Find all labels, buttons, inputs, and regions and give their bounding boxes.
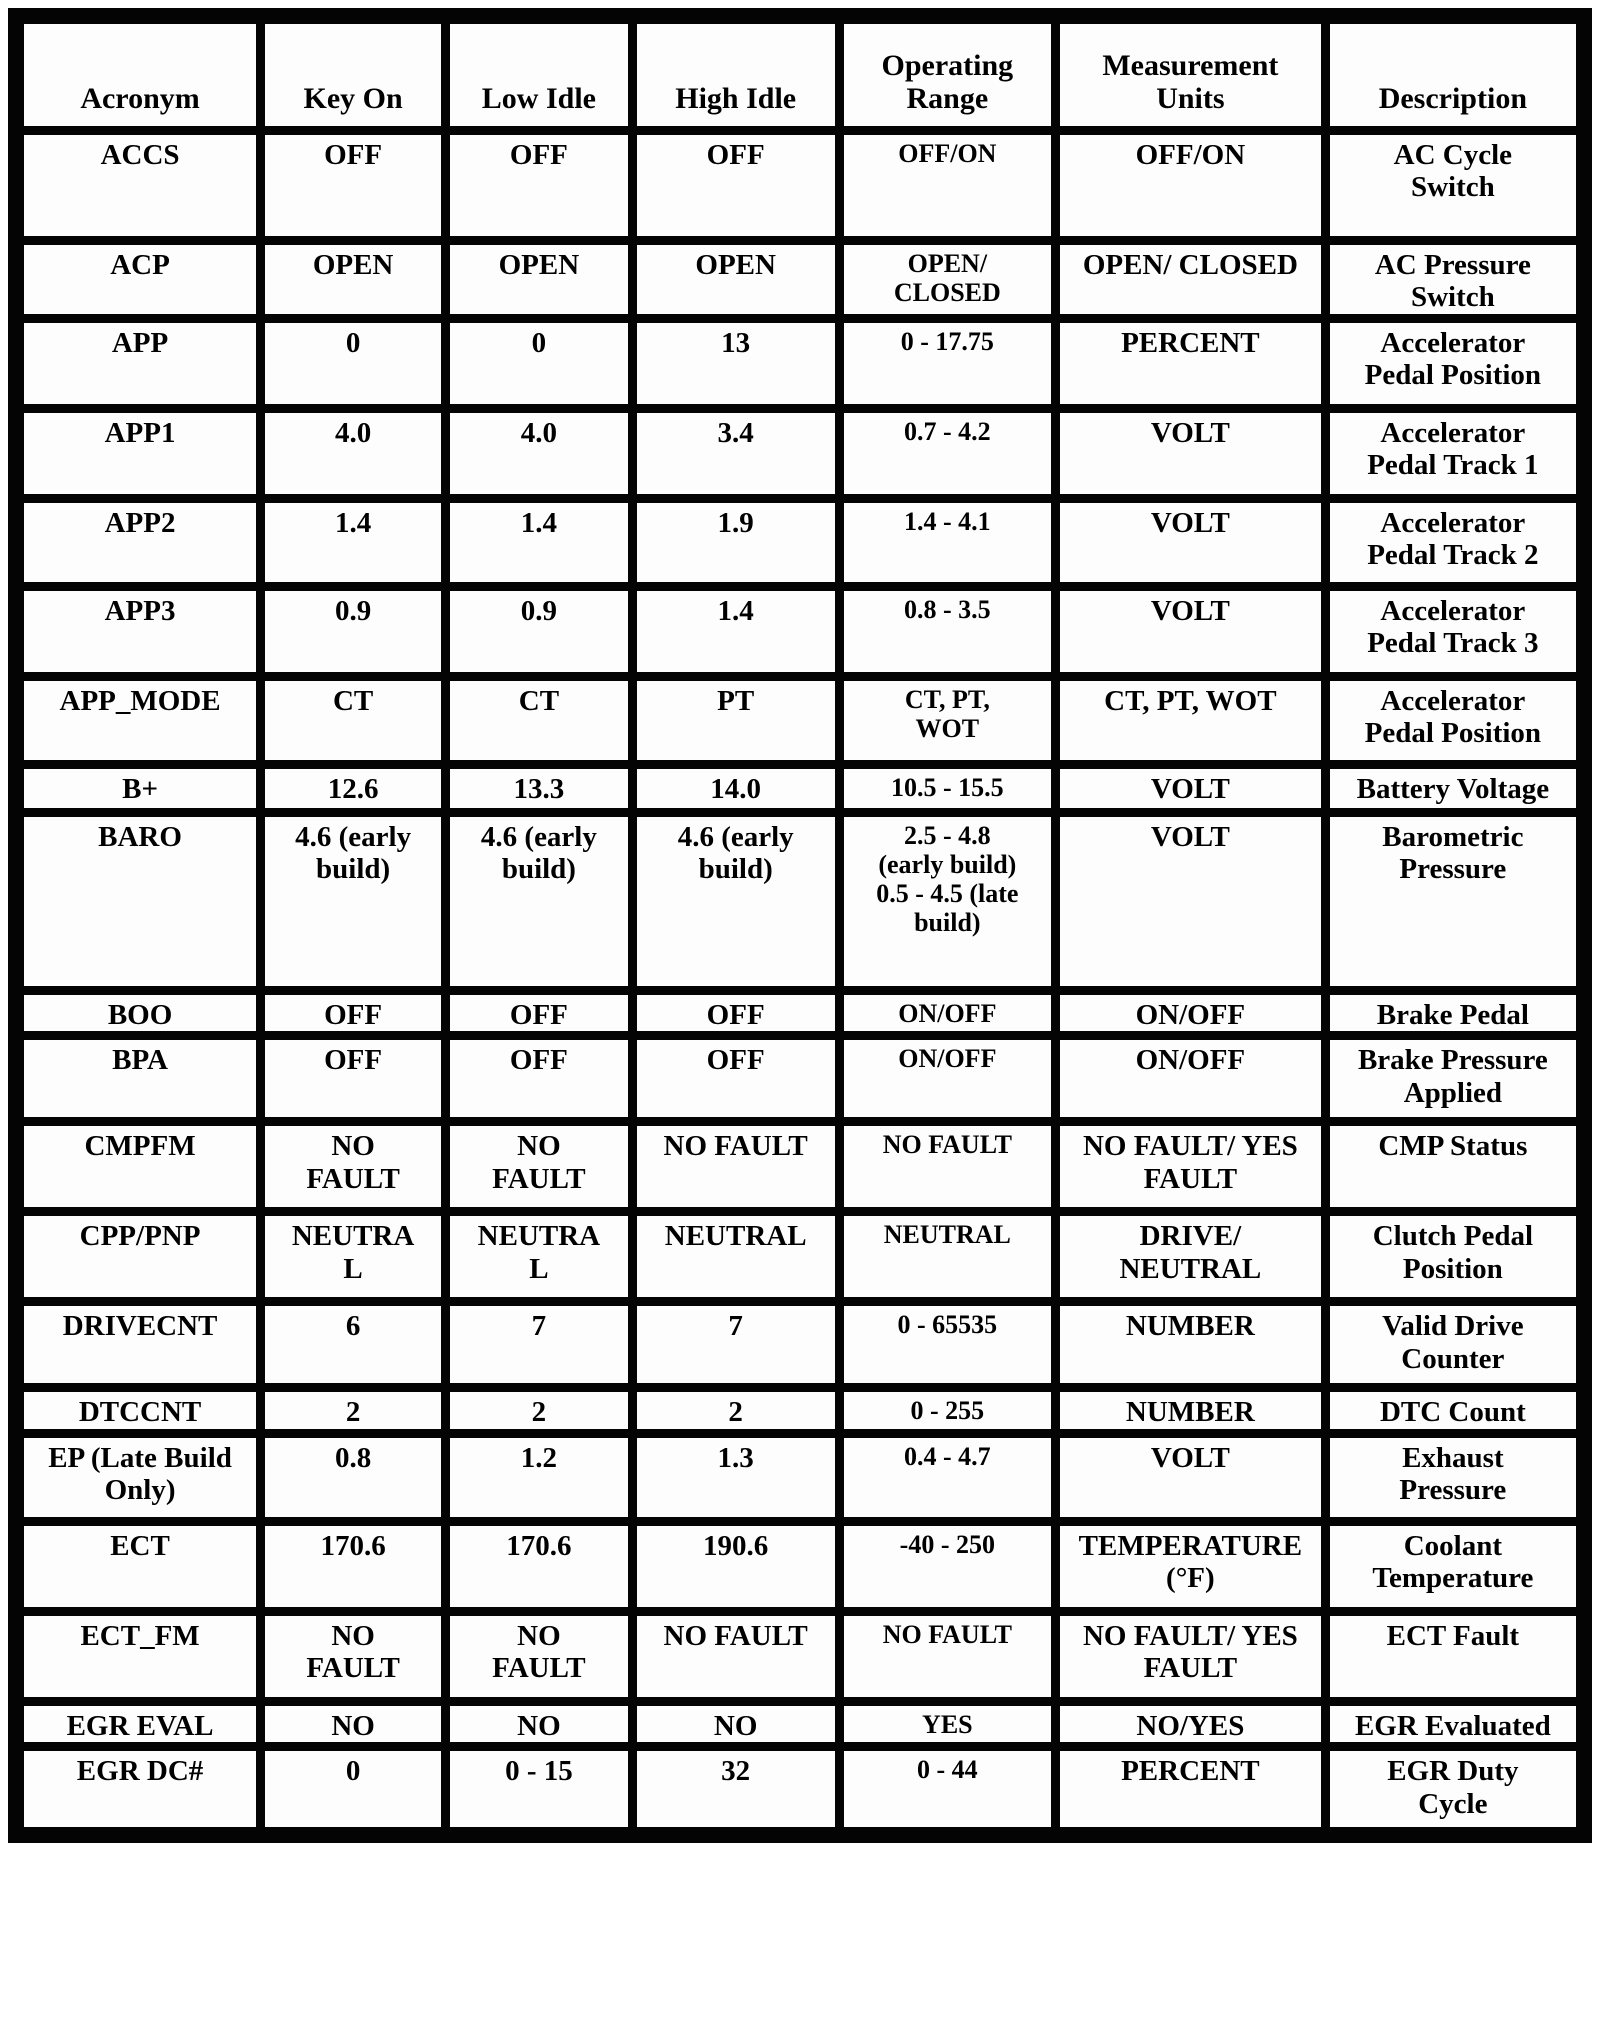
cell-measurement-units: ON/OFF (1056, 1036, 1326, 1122)
cell-acronym: APP3 (16, 587, 261, 677)
column-header-acronym: Acronym (16, 16, 261, 131)
cell-measurement-units: OPEN/ CLOSED (1056, 241, 1326, 319)
cell-low-idle: CT (446, 677, 633, 765)
table-row (16, 991, 1584, 1036)
cell-description: Brake Pressure Applied (1325, 1036, 1584, 1122)
cell-low-idle: NEUTRA L (446, 1212, 633, 1302)
cell-key-on: 6 (261, 1302, 446, 1388)
cell-high-idle: OFF (632, 131, 839, 241)
cell-low-idle: 4.6 (early build) (446, 813, 633, 991)
cell-acronym: DTCCNT (16, 1388, 261, 1433)
column-header-low-idle: Low Idle (446, 16, 633, 131)
cell-description: ECT Fault (1325, 1611, 1584, 1701)
cell-acronym: EP (Late Build Only) (16, 1433, 261, 1521)
cell-acronym: B+ (16, 765, 261, 813)
cell-operating-range: NO FAULT (839, 1611, 1055, 1701)
cell-low-idle: 2 (446, 1388, 633, 1433)
cell-acronym: APP (16, 319, 261, 409)
cell-measurement-units: VOLT (1056, 813, 1326, 991)
column-header-operating-range: Operating Range (839, 16, 1055, 131)
cell-acronym: ACCS (16, 131, 261, 241)
table-body (16, 131, 1584, 1835)
cell-acronym: ECT (16, 1521, 261, 1611)
cell-operating-range: ON/OFF (839, 991, 1055, 1036)
table-row (16, 241, 1584, 319)
table-row (16, 1036, 1584, 1122)
cell-operating-range: CT, PT, WOT (839, 677, 1055, 765)
cell-low-idle: OFF (446, 131, 633, 241)
cell-operating-range: NO FAULT (839, 1122, 1055, 1212)
cell-low-idle: 0 (446, 319, 633, 409)
cell-description: Clutch Pedal Position (1325, 1212, 1584, 1302)
table-row (16, 1521, 1584, 1611)
cell-low-idle: 0 - 15 (446, 1747, 633, 1835)
cell-key-on: 0.9 (261, 587, 446, 677)
header-row (16, 16, 1584, 131)
cell-key-on: 0 (261, 1747, 446, 1835)
cell-operating-range: 0 - 65535 (839, 1302, 1055, 1388)
cell-description: Accelerator Pedal Position (1325, 319, 1584, 409)
cell-key-on: NO FAULT (261, 1611, 446, 1701)
cell-key-on: NO (261, 1701, 446, 1746)
cell-measurement-units: OFF/ON (1056, 131, 1326, 241)
cell-low-idle: 1.4 (446, 499, 633, 587)
cell-high-idle: PT (632, 677, 839, 765)
table-row (16, 1747, 1584, 1835)
cell-acronym: CMPFM (16, 1122, 261, 1212)
cell-operating-range: OFF/ON (839, 131, 1055, 241)
cell-high-idle: 32 (632, 1747, 839, 1835)
cell-measurement-units: CT, PT, WOT (1056, 677, 1326, 765)
cell-high-idle: 2 (632, 1388, 839, 1433)
cell-high-idle: 4.6 (early build) (632, 813, 839, 991)
cell-high-idle: NO (632, 1701, 839, 1746)
cell-description: Accelerator Pedal Track 2 (1325, 499, 1584, 587)
cell-low-idle: NO FAULT (446, 1611, 633, 1701)
cell-key-on: 4.0 (261, 409, 446, 499)
cell-key-on: NEUTRA L (261, 1212, 446, 1302)
cell-acronym: BARO (16, 813, 261, 991)
cell-key-on: OPEN (261, 241, 446, 319)
cell-operating-range: 0.4 - 4.7 (839, 1433, 1055, 1521)
table-row (16, 1611, 1584, 1701)
cell-acronym: CPP/PNP (16, 1212, 261, 1302)
cell-description: Battery Voltage (1325, 765, 1584, 813)
table-row (16, 765, 1584, 813)
cell-low-idle: 1.2 (446, 1433, 633, 1521)
table-row (16, 409, 1584, 499)
cell-low-idle: 13.3 (446, 765, 633, 813)
cell-key-on: CT (261, 677, 446, 765)
column-header-description: Description (1325, 16, 1584, 131)
cell-key-on: OFF (261, 991, 446, 1036)
cell-operating-range: NEUTRAL (839, 1212, 1055, 1302)
table-row (16, 813, 1584, 991)
cell-operating-range: YES (839, 1701, 1055, 1746)
cell-description: Coolant Temperature (1325, 1521, 1584, 1611)
table-row (16, 1388, 1584, 1433)
cell-measurement-units: VOLT (1056, 409, 1326, 499)
cell-acronym: EGR DC# (16, 1747, 261, 1835)
cell-measurement-units: VOLT (1056, 765, 1326, 813)
cell-operating-range: 0.8 - 3.5 (839, 587, 1055, 677)
cell-measurement-units: NUMBER (1056, 1302, 1326, 1388)
cell-high-idle: NO FAULT (632, 1611, 839, 1701)
cell-measurement-units: NO FAULT/ YES FAULT (1056, 1122, 1326, 1212)
cell-key-on: 0.8 (261, 1433, 446, 1521)
table-row (16, 1302, 1584, 1388)
cell-description: Brake Pedal (1325, 991, 1584, 1036)
cell-operating-range: 0 - 17.75 (839, 319, 1055, 409)
cell-operating-range: ON/OFF (839, 1036, 1055, 1122)
column-header-measurement-units: Measurement Units (1056, 16, 1326, 131)
cell-key-on: OFF (261, 1036, 446, 1122)
cell-high-idle: 190.6 (632, 1521, 839, 1611)
cell-high-idle: OFF (632, 1036, 839, 1122)
cell-high-idle: NEUTRAL (632, 1212, 839, 1302)
cell-low-idle: NO FAULT (446, 1122, 633, 1212)
cell-measurement-units: TEMPERATURE (°F) (1056, 1521, 1326, 1611)
cell-operating-range: OPEN/ CLOSED (839, 241, 1055, 319)
table-row (16, 1433, 1584, 1521)
cell-acronym: APP2 (16, 499, 261, 587)
cell-low-idle: 7 (446, 1302, 633, 1388)
cell-measurement-units: VOLT (1056, 1433, 1326, 1521)
cell-high-idle: 1.3 (632, 1433, 839, 1521)
cell-description: EGR Duty Cycle (1325, 1747, 1584, 1835)
cell-key-on: 170.6 (261, 1521, 446, 1611)
cell-acronym: BPA (16, 1036, 261, 1122)
cell-operating-range: 0 - 44 (839, 1747, 1055, 1835)
table-row (16, 587, 1584, 677)
cell-high-idle: OPEN (632, 241, 839, 319)
cell-operating-range: 0.7 - 4.2 (839, 409, 1055, 499)
cell-high-idle: NO FAULT (632, 1122, 839, 1212)
cell-low-idle: 0.9 (446, 587, 633, 677)
table-row (16, 1701, 1584, 1746)
cell-high-idle: 1.4 (632, 587, 839, 677)
cell-description: EGR Evaluated (1325, 1701, 1584, 1746)
table-row (16, 499, 1584, 587)
cell-operating-range: 0 - 255 (839, 1388, 1055, 1433)
cell-acronym: EGR EVAL (16, 1701, 261, 1746)
cell-description: Accelerator Pedal Track 1 (1325, 409, 1584, 499)
cell-key-on: OFF (261, 131, 446, 241)
cell-description: DTC Count (1325, 1388, 1584, 1433)
cell-high-idle: 7 (632, 1302, 839, 1388)
cell-measurement-units: DRIVE/ NEUTRAL (1056, 1212, 1326, 1302)
cell-measurement-units: VOLT (1056, 499, 1326, 587)
cell-acronym: APP_MODE (16, 677, 261, 765)
cell-key-on: 0 (261, 319, 446, 409)
cell-measurement-units: VOLT (1056, 587, 1326, 677)
cell-measurement-units: PERCENT (1056, 319, 1326, 409)
cell-high-idle: 14.0 (632, 765, 839, 813)
cell-measurement-units: PERCENT (1056, 1747, 1326, 1835)
cell-description: CMP Status (1325, 1122, 1584, 1212)
cell-description: AC Pressure Switch (1325, 241, 1584, 319)
table-header (16, 16, 1584, 131)
cell-low-idle: 4.0 (446, 409, 633, 499)
cell-operating-range: 10.5 - 15.5 (839, 765, 1055, 813)
table-row (16, 1122, 1584, 1212)
cell-acronym: DRIVECNT (16, 1302, 261, 1388)
cell-acronym: ACP (16, 241, 261, 319)
column-header-high-idle: High Idle (632, 16, 839, 131)
cell-operating-range: -40 - 250 (839, 1521, 1055, 1611)
cell-low-idle: OFF (446, 1036, 633, 1122)
cell-acronym: APP1 (16, 409, 261, 499)
table-row (16, 677, 1584, 765)
cell-low-idle: 170.6 (446, 1521, 633, 1611)
cell-low-idle: NO (446, 1701, 633, 1746)
cell-high-idle: 3.4 (632, 409, 839, 499)
cell-description: Exhaust Pressure (1325, 1433, 1584, 1521)
cell-operating-range: 1.4 - 4.1 (839, 499, 1055, 587)
cell-high-idle: 1.9 (632, 499, 839, 587)
cell-key-on: 2 (261, 1388, 446, 1433)
cell-key-on: 12.6 (261, 765, 446, 813)
table-row (16, 131, 1584, 241)
cell-description: Accelerator Pedal Track 3 (1325, 587, 1584, 677)
table-row (16, 1212, 1584, 1302)
column-header-key-on: Key On (261, 16, 446, 131)
table-row (16, 319, 1584, 409)
cell-low-idle: OPEN (446, 241, 633, 319)
cell-acronym: ECT_FM (16, 1611, 261, 1701)
cell-measurement-units: ON/OFF (1056, 991, 1326, 1036)
cell-description: Valid Drive Counter (1325, 1302, 1584, 1388)
cell-acronym: BOO (16, 991, 261, 1036)
cell-key-on: 4.6 (early build) (261, 813, 446, 991)
cell-measurement-units: NO FAULT/ YES FAULT (1056, 1611, 1326, 1701)
cell-high-idle: 13 (632, 319, 839, 409)
cell-measurement-units: NO/YES (1056, 1701, 1326, 1746)
cell-high-idle: OFF (632, 991, 839, 1036)
cell-operating-range: 2.5 - 4.8 (early build) 0.5 - 4.5 (late build) (839, 813, 1055, 991)
cell-key-on: NO FAULT (261, 1122, 446, 1212)
cell-key-on: 1.4 (261, 499, 446, 587)
cell-description: Barometric Pressure (1325, 813, 1584, 991)
cell-description: AC Cycle Switch (1325, 131, 1584, 241)
cell-description: Accelerator Pedal Position (1325, 677, 1584, 765)
cell-measurement-units: NUMBER (1056, 1388, 1326, 1433)
cell-low-idle: OFF (446, 991, 633, 1036)
pid-reference-table (8, 8, 1592, 1843)
